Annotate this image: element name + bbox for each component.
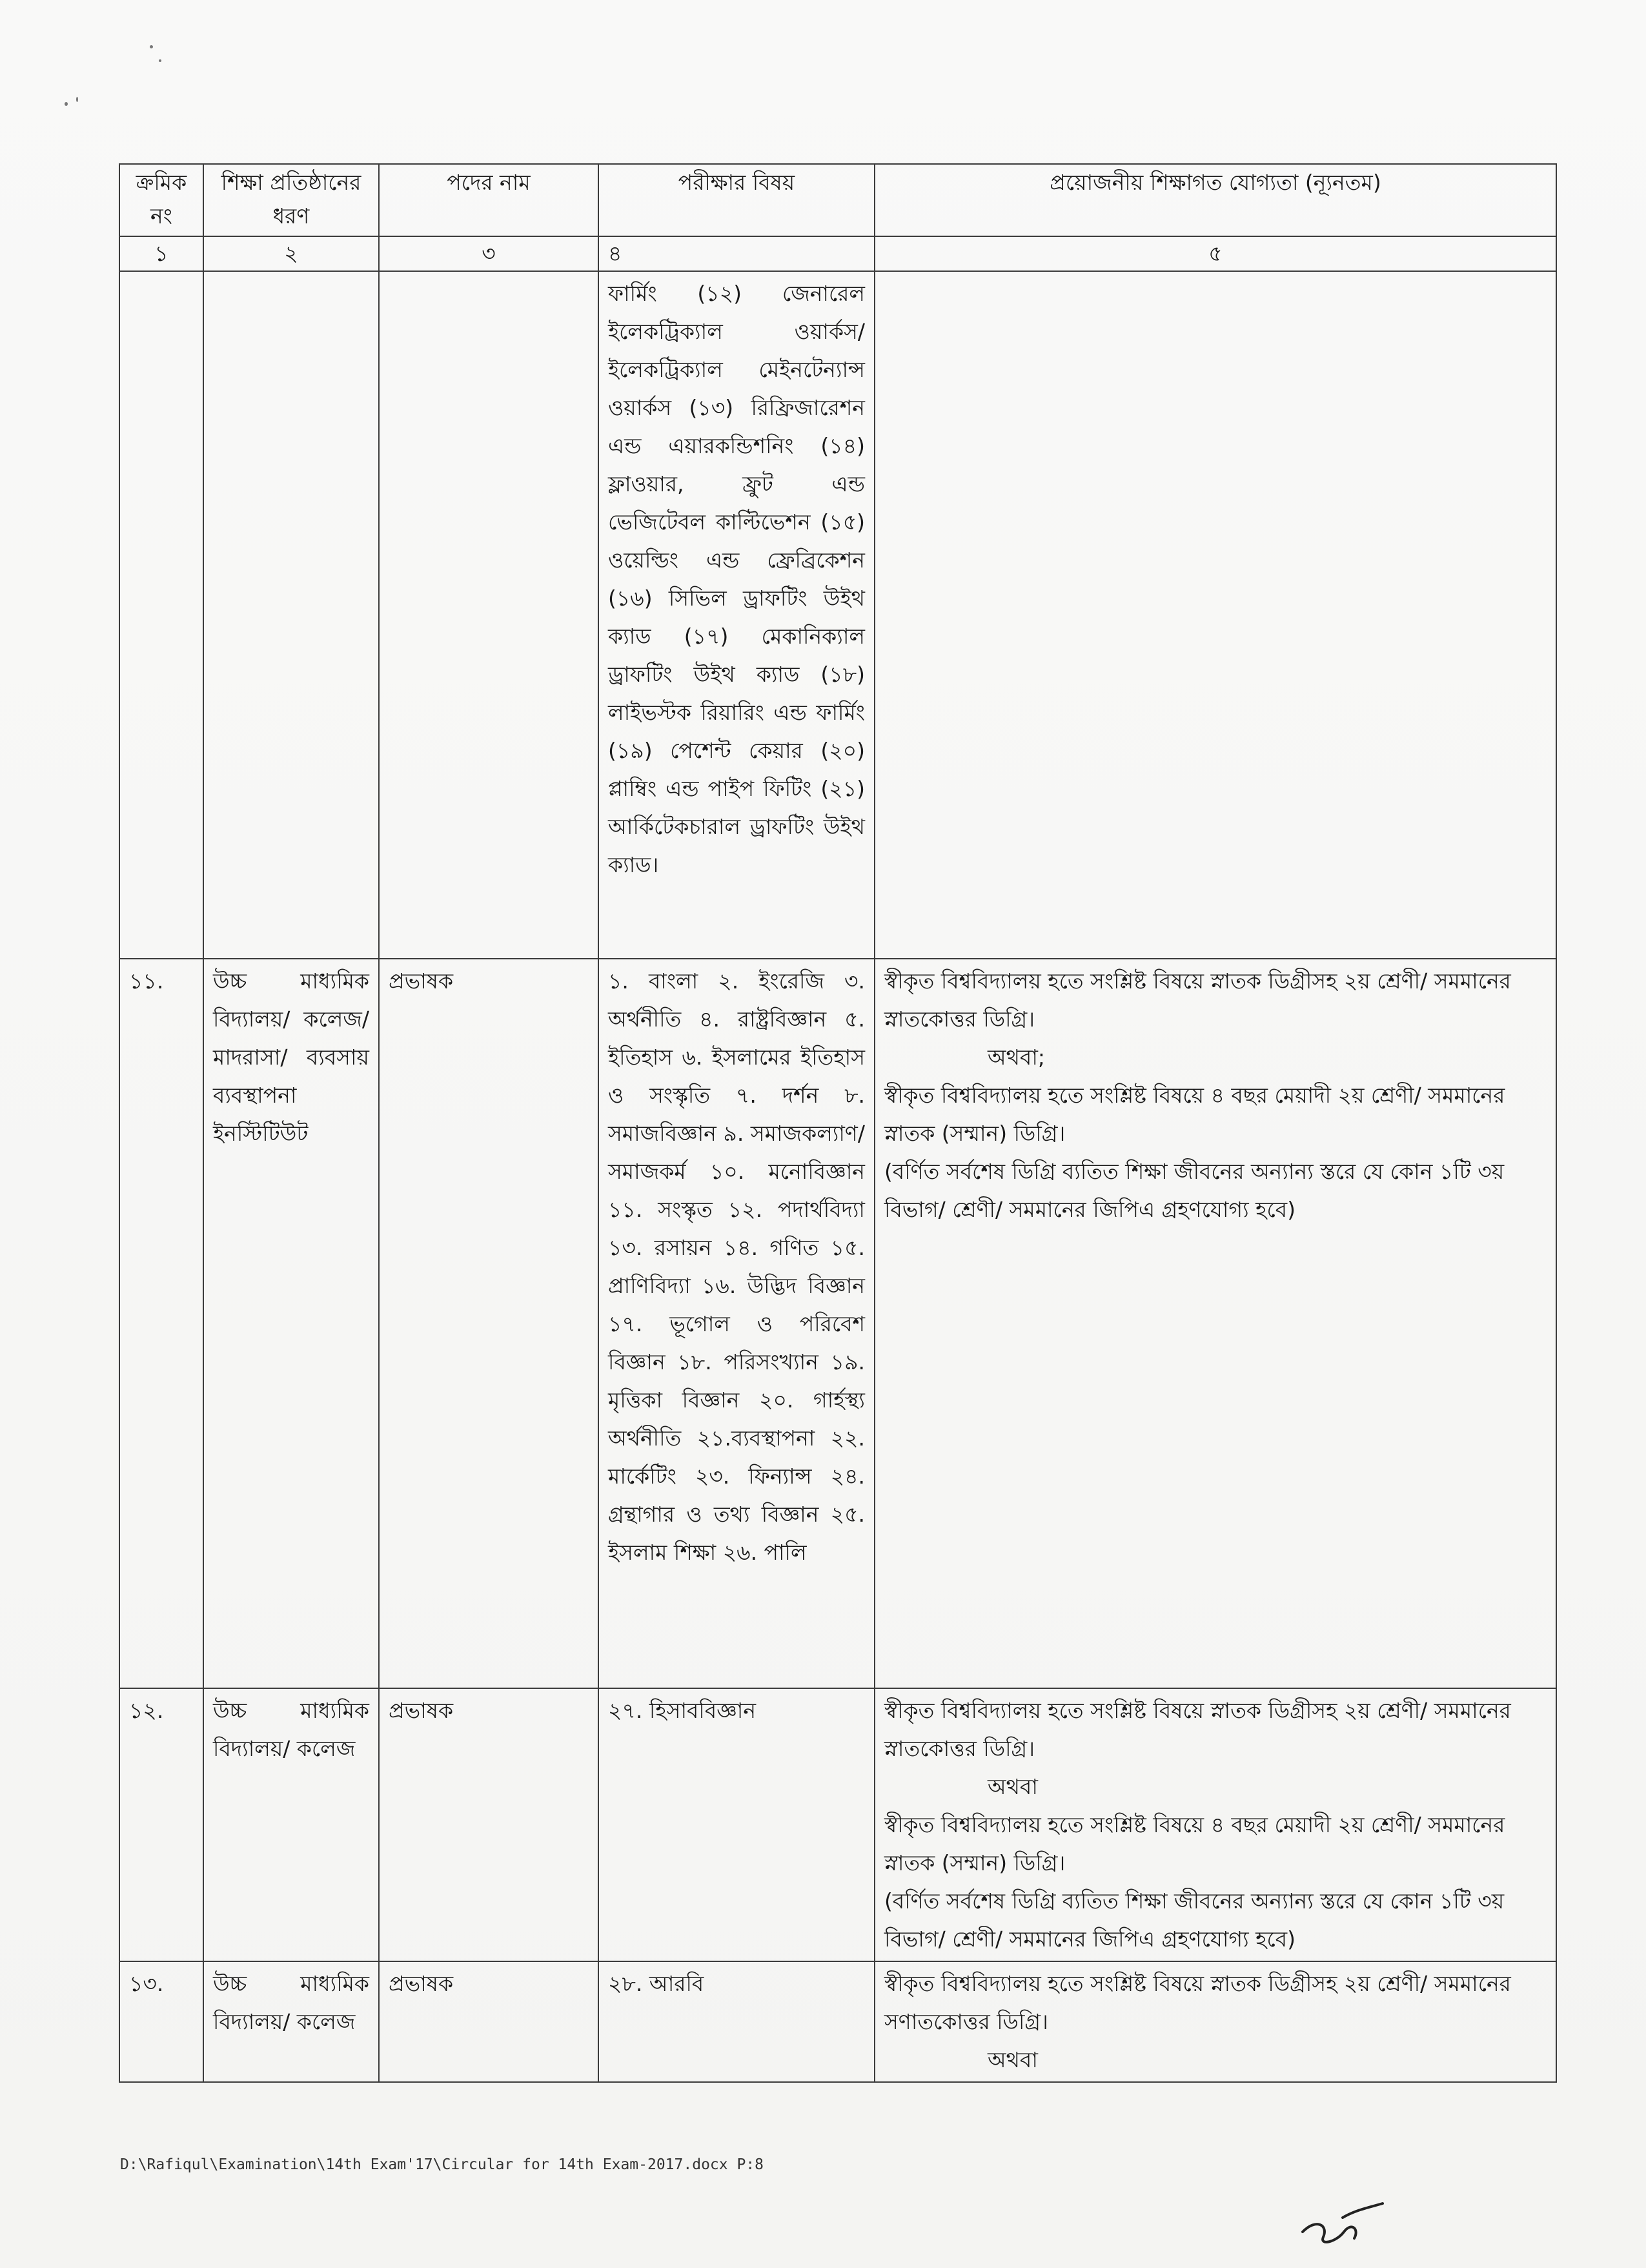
institution-cell: উচ্চ মাধ্যমিক বিদ্যালয়/ কলেজ/ মাদরাসা/ ব্যবসায় ব্যবস্থাপনা ইনস্টিটিউট [203, 959, 379, 1688]
column-number: ৫ [875, 236, 1556, 271]
table-row-continued [119, 271, 1556, 959]
file-path-footer: D:\Rafiqul\Examination\14th Exam'17\Circular for 14th Exam-2017.docx P:8 [120, 2156, 764, 2173]
subjects-cell: ১. বাংলা ২. ইংরেজি ৩. অর্থনীতি ৪. রাষ্ট্রবিজ্ঞান ৫. ইতিহাস ৬. ইসলামের ইতিহাস ও সংস্কৃতি ৭. দর্শন ৮. সমাজবিজ্ঞান ৯. সমাজকল্যাণ/ সমাজকর্ম ১০. মনোবিজ্ঞান ১১. সংস্কৃত ১২. পদার্থবিদ্যা ১৩. রসায়ন ১৪. গণিত ১৫. প্রাণিবিদ্যা ১৬. উদ্ভিদ বিজ্ঞান ১৭. ভূগোল ও পরিবেশ বিজ্ঞান ১৮. পরিসংখ্যান ১৯. মৃত্তিকা বিজ্ঞান ২০. গার্হস্থ্য অর্থনীতি ২১.ব্যবস্থাপনা ২২. মার্কেটিং ২৩. ফিন্যান্স ২৪. গ্রন্থাগার ও তথ্য বিজ্ঞান ২৫. ইসলাম শিক্ষা ২৬. পালি [598, 959, 875, 1688]
header-exam-subject: পরীক্ষার বিষয় [598, 164, 875, 236]
qualification-line: স্বীকৃত বিশ্ববিদ্যালয় হতে সংশ্লিষ্ট বিষয়ে ৪ বছর মেয়াদী ২য় শ্রেণী/ সমমানের স্নাতক (সম্মান) ডিগ্রি। [884, 1812, 1505, 1875]
institution-cell: উচ্চ মাধ্যমিক বিদ্যালয়/ কলেজ [203, 1688, 379, 1961]
qualification-line: স্বীকৃত বিশ্ববিদ্যালয় হতে সংশ্লিষ্ট বিষয়ে স্নাতক ডিগ্রীসহ ২য় শ্রেণী/ সমমানের স্নাতকোত্তর ডিগ্রি। [884, 968, 1511, 1032]
serial-cell [119, 271, 203, 959]
subjects-cell: ২৮. আরবি [598, 1961, 875, 2082]
subjects-cell: ২৭. হিসাববিজ্ঞান [598, 1688, 875, 1961]
institution-cell [203, 271, 379, 959]
qualification-note: (বর্ণিত সর্বশেষ ডিগ্রি ব্যতিত শিক্ষা জীবনের অন্যান্য স্তরে যে কোন ১টি ৩য় বিভাগ/ শ্রেণী/ সমমানের জিপিএ গ্রহণযোগ্য হবে) [884, 1159, 1505, 1222]
serial-cell: ১১. [119, 959, 203, 1688]
header-post-name: পদের নাম [379, 164, 598, 236]
column-number: ২ [203, 236, 379, 271]
post-cell [379, 271, 598, 959]
serial-cell: ১২. [119, 1688, 203, 1961]
table-row [119, 1961, 1556, 2082]
serial-cell: ১৩. [119, 1961, 203, 2082]
qualification-cell [875, 271, 1556, 959]
recruitment-table [119, 163, 1557, 2083]
scan-speck [65, 102, 68, 106]
column-number: ১ [119, 236, 203, 271]
institution-cell: উচ্চ মাধ্যমিক বিদ্যালয়/ কলেজ [203, 1961, 379, 2082]
column-number-row [119, 236, 1556, 271]
post-cell: প্রভাষক [379, 1961, 598, 2082]
qualification-line: স্বীকৃত বিশ্ববিদ্যালয় হতে সংশ্লিষ্ট বিষয়ে ৪ বছর মেয়াদী ২য় শ্রেণী/ সমমানের স্নাতক (সম্মান) ডিগ্রি। [884, 1083, 1505, 1146]
qualification-cell [875, 1688, 1556, 1961]
header-serial: ক্রমিক নং [119, 164, 203, 236]
qualification-cell [875, 959, 1556, 1688]
column-number: ৪ [598, 236, 875, 271]
column-number: ৩ [379, 236, 598, 271]
table-row [119, 1688, 1556, 1961]
qualification-line: স্বীকৃত বিশ্ববিদ্যালয় হতে সংশ্লিষ্ট বিষয়ে স্নাতক ডিগ্রীসহ ২য় শ্রেণী/ সমমানের সণাতকোত্তর ডিগ্রি। [884, 1971, 1511, 2034]
header-institution-type: শিক্ষা প্রতিষ্ঠানের ধরণ [203, 164, 379, 236]
or-separator: অথবা [988, 1774, 1038, 1799]
signature-mark [1297, 2192, 1388, 2250]
header-row [119, 164, 1556, 236]
scan-speck [76, 97, 78, 102]
header-qualification: প্রয়োজনীয় শিক্ষাগত যোগ্যতা (ন্যূনতম) [875, 164, 1556, 236]
scan-speck [150, 45, 153, 48]
post-cell: প্রভাষক [379, 1688, 598, 1961]
or-separator: অথবা; [988, 1045, 1046, 1070]
table-row [119, 959, 1556, 1688]
qualification-note: (বর্ণিত সর্বশেষ ডিগ্রি ব্যতিত শিক্ষা জীবনের অন্যান্য স্তরে যে কোন ১টি ৩য় বিভাগ/ শ্রেণী/ সমমানের জিপিএ গ্রহণযোগ্য হবে) [884, 1888, 1505, 1952]
post-cell: প্রভাষক [379, 959, 598, 1688]
scan-speck [159, 59, 161, 62]
qualification-cell [875, 1961, 1556, 2082]
qualification-line: স্বীকৃত বিশ্ববিদ্যালয় হতে সংশ্লিষ্ট বিষয়ে স্নাতক ডিগ্রীসহ ২য় শ্রেণী/ সমমানের স্নাতকোত্তর ডিগ্রি। [884, 1698, 1511, 1761]
subjects-cell: ফার্মিং (১২) জেনারেল ইলেকট্রিক্যাল ওয়ার্কস/ ইলেকট্রিক্যাল মেইনটেন্যান্স ওয়ার্কস (১৩) রিফ্রিজারেশন এন্ড এয়ারকন্ডিশনিং (১৪) ফ্লাওয়ার, ফ্রুট এন্ড ভেজিটেবল কাল্টিভেশন (১৫) ওয়েল্ডিং এন্ড ফ্রেব্রিকেশন (১৬) সিভিল ড্রাফটিং উইথ ক্যাড (১৭) মেকানিক্যাল ড্রাফটিং উইথ ক্যাড (১৮) লাইভস্টক রিয়ারিং এন্ড ফার্মিং (১৯) পেশেন্ট কেয়ার (২০) প্লাম্বিং এন্ড পাইপ ফিটিং (২১) আর্কিটেকচারাল ড্রাফটিং উইথ ক্যাড। [598, 271, 875, 959]
or-separator: অথবা [988, 2047, 1038, 2072]
